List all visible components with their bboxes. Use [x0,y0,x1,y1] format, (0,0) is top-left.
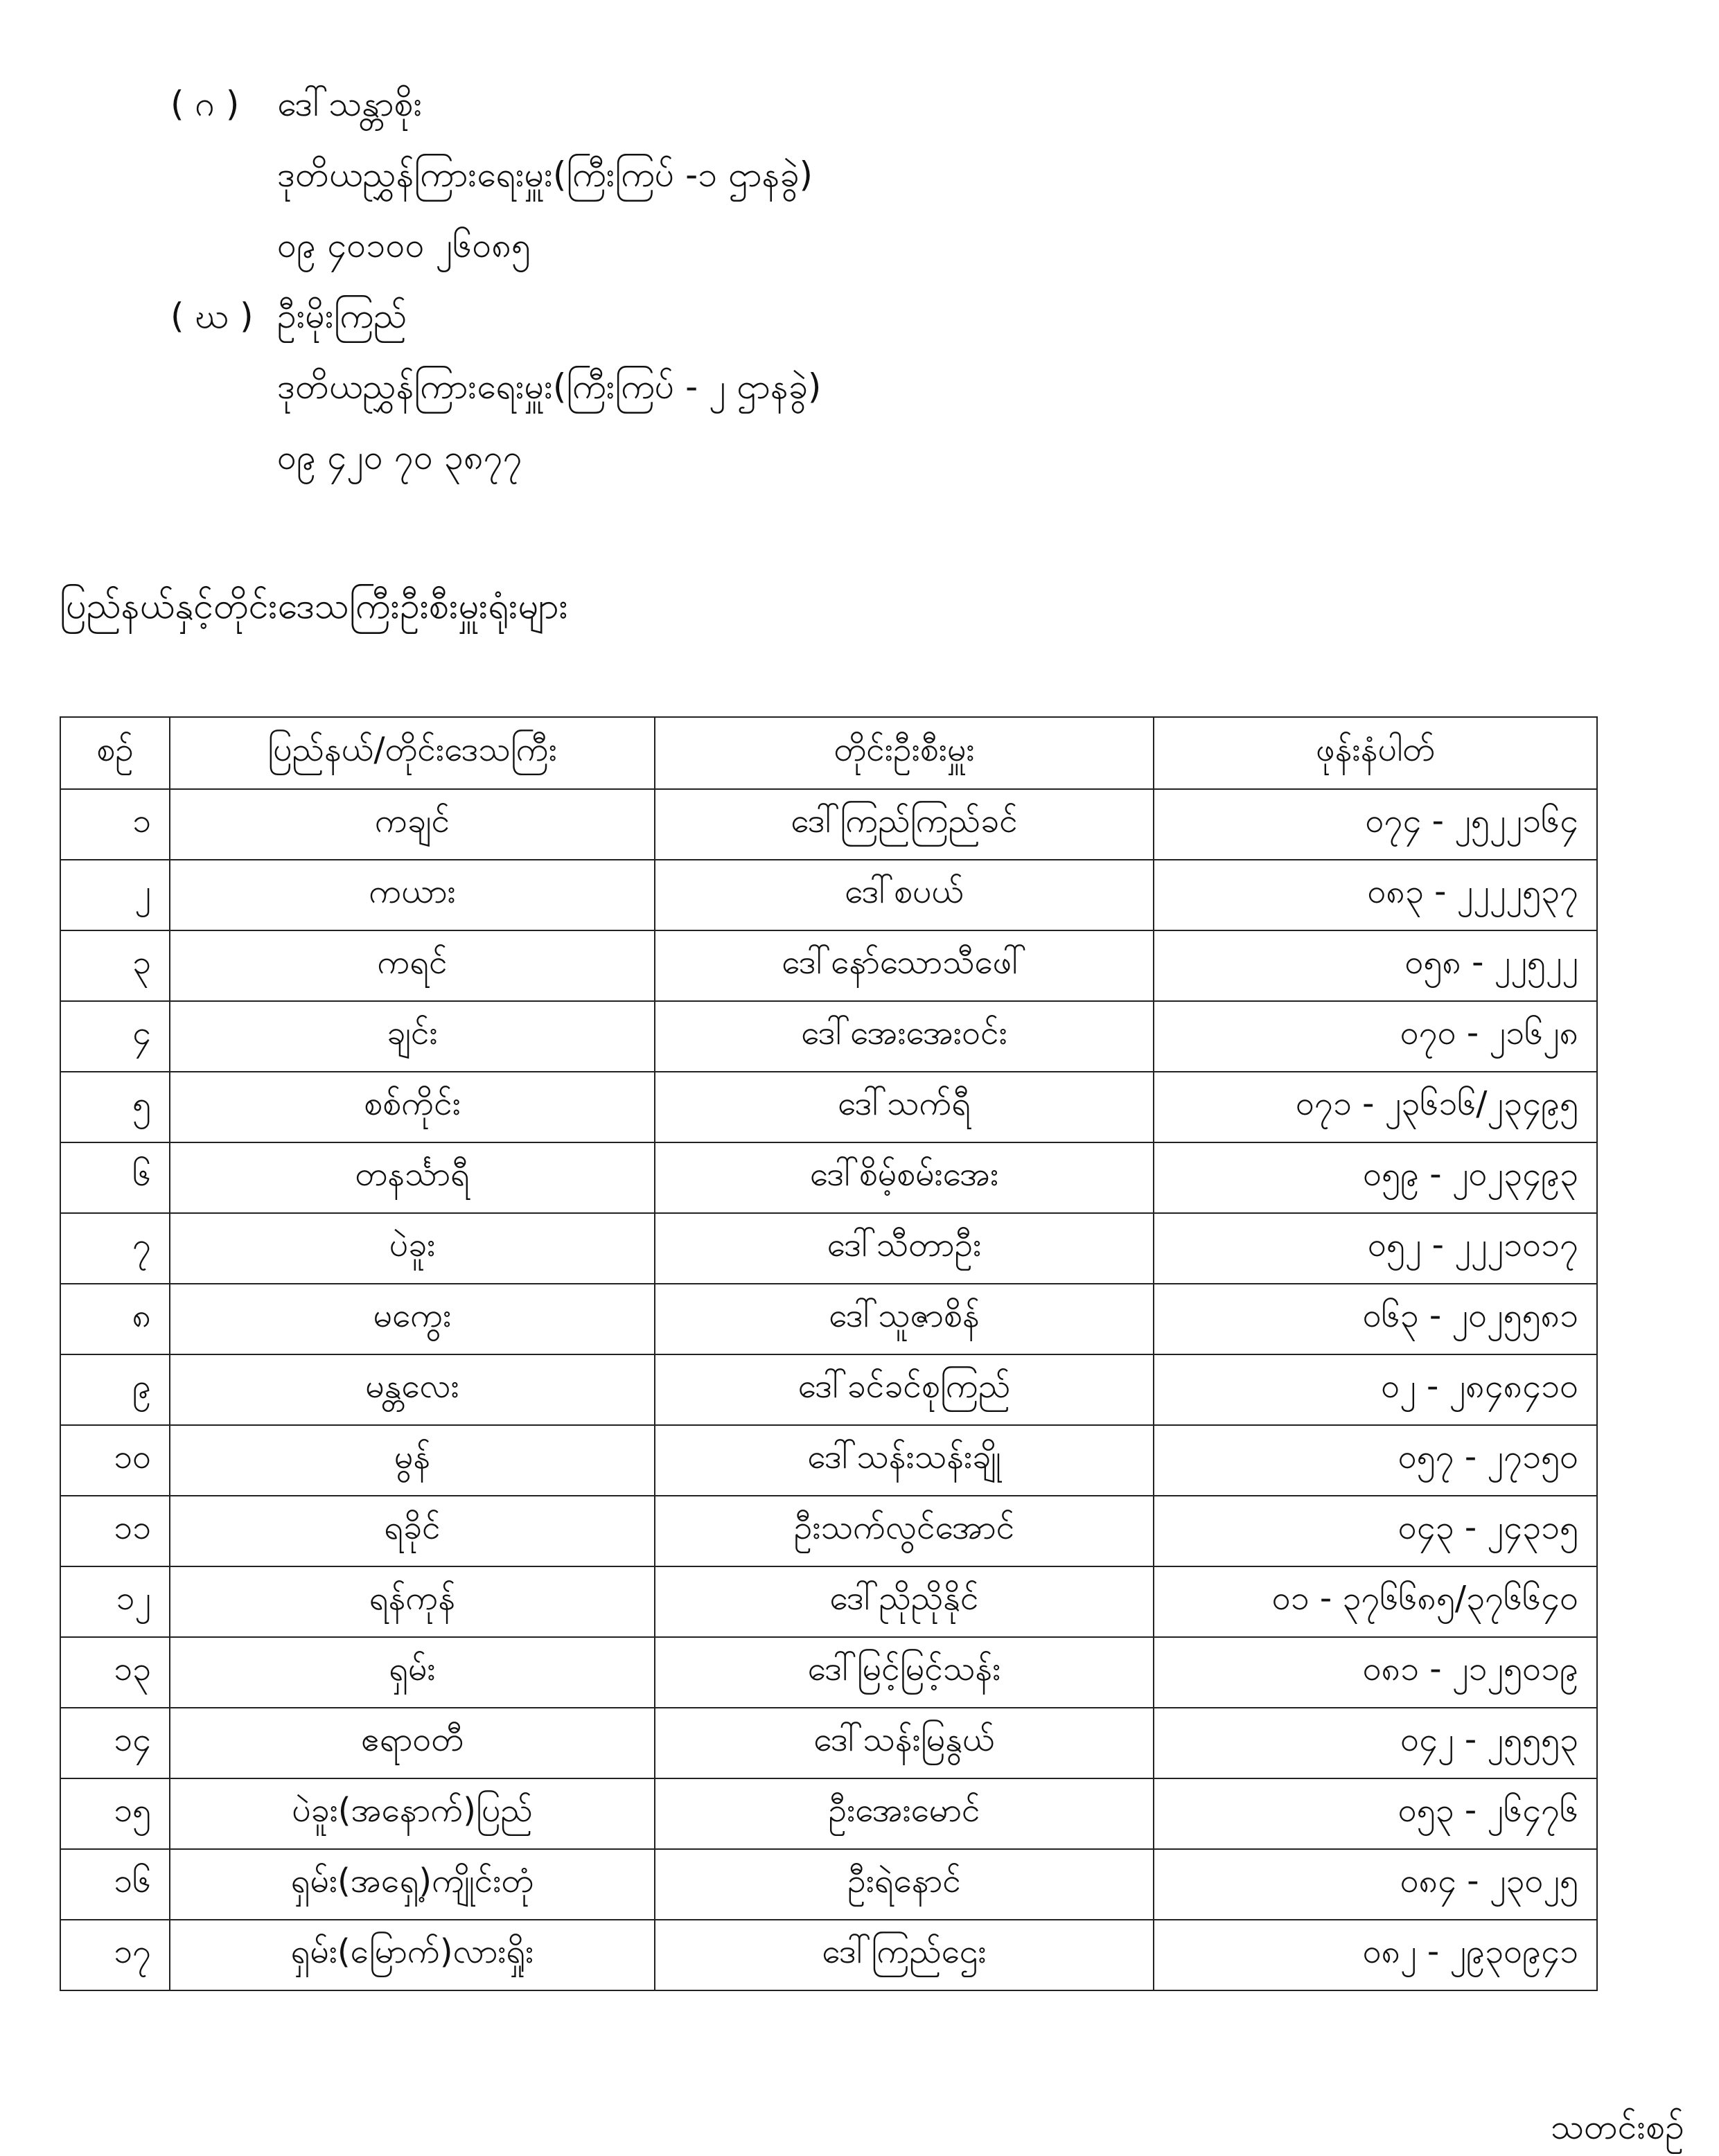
serial-cell: ၁၆ [60,1849,170,1920]
region-cell: မန္တလေး [170,1354,655,1425]
head-officer-cell: ဒေါ်နော်သောသီဖေါ် [655,930,1154,1001]
serial-cell: ၁၃ [60,1637,170,1708]
region-cell: ကချင် [170,789,655,860]
region-cell: ရန်ကုန် [170,1566,655,1637]
region-cell: ရှမ်း [170,1637,655,1708]
contact-marker: ( ဂ ) [170,84,240,124]
table-row [60,1001,1597,1072]
head-officer-cell: ဒေါ်ကြည်ဌေး [655,1920,1154,1990]
contact-phone: ၀၉ ၄၀၁၀၀ ၂၆၀၈၅ [277,225,531,265]
region-cell: ရခိုင် [170,1496,655,1566]
region-cell: ပဲခူး [170,1213,655,1284]
phone-cell: ၀၅၇ - ၂၇၁၅၀ [1154,1425,1597,1496]
table-row [60,1354,1597,1425]
head-officer-cell: ဒေါ်သက်ရီ [655,1072,1154,1142]
phone-cell: ၀၈၄ - ၂၃၀၂၅ [1154,1849,1597,1920]
phone-cell: ၀၇၀ - ၂၁၆၂၈ [1154,1001,1597,1072]
contact-name: ဒေါ်သန္တာစိုး [277,84,423,124]
region-cell: ရှမ်း(မြောက်)လားရှိုး [170,1920,655,1990]
head-officer-cell: ဦးသက်လွင်အောင် [655,1496,1154,1566]
phone-cell: ၀၅၈ - ၂၂၅၂၂ [1154,930,1597,1001]
head-officer-cell: ဒေါ်ကြည်ကြည်ခင် [655,789,1154,860]
column-header-region: ပြည်နယ်/တိုင်းဒေသကြီး [170,717,655,789]
table-row [60,930,1597,1001]
table-row [60,1072,1597,1142]
table-row [60,1637,1597,1708]
serial-cell: ၉ [60,1354,170,1425]
table-row [60,1142,1597,1213]
table-row [60,1213,1597,1284]
serial-cell: ၃ [60,930,170,1001]
phone-cell: ၀၈၁ - ၂၁၂၅၀၁၉ [1154,1637,1597,1708]
phone-cell: ၀၇၁ - ၂၃၆၁၆/၂၃၄၉၅ [1154,1072,1597,1142]
phone-cell: ၀၅၂ - ၂၂၂၁၀၁၇ [1154,1213,1597,1284]
head-officer-cell: ဒေါ်စိမ့်စမ်းအေး [655,1142,1154,1213]
table-row [60,860,1597,930]
phone-cell: ၀၈၃ - ၂၂၂၂၅၃၇ [1154,860,1597,930]
serial-cell: ၁၀ [60,1425,170,1496]
footer-note: သတင်းစဉ် [1550,2107,1684,2147]
region-cell: မွန် [170,1425,655,1496]
serial-cell: ၂ [60,860,170,930]
table-row [60,789,1597,860]
region-cell: တနင်္သာရီ [170,1142,655,1213]
region-cell: ဧရာဝတီ [170,1708,655,1778]
phone-cell: ၀၁ - ၃၇၆၆၈၅/၃၇၆၆၄၀ [1154,1566,1597,1637]
contact-name: ဦးမိုးကြည် [277,296,407,336]
table-row [60,1425,1597,1496]
phone-cell: ၀၂ - ၂၈၄၈၄၁၀ [1154,1354,1597,1425]
region-cell: ရှမ်း(အရှေ့)ကျိုင်းတုံ [170,1849,655,1920]
table-row [60,1778,1597,1849]
phone-cell: ၀၅၉ - ၂၀၂၃၄၉၃ [1154,1142,1597,1213]
section-heading: ပြည်နယ်နှင့်တိုင်းဒေသကြီးဦးစီးမှူးရုံးများ [60,585,568,627]
table-row [60,1849,1597,1920]
table-row [60,1708,1597,1778]
head-officer-cell: ဒေါ်ခင်ခင်စုကြည် [655,1354,1154,1425]
table-row [60,1920,1597,1990]
head-officer-cell: ဒေါ်အေးအေးဝင်း [655,1001,1154,1072]
phone-cell: ၀၄၂ - ၂၅၅၅၃ [1154,1708,1597,1778]
serial-cell: ၆ [60,1142,170,1213]
table-row [60,1284,1597,1354]
region-cell: စစ်ကိုင်း [170,1072,655,1142]
phone-cell: ၀၅၃ - ၂၆၄၇၆ [1154,1778,1597,1849]
column-header-serial: စဉ် [60,717,170,789]
table-row [60,1496,1597,1566]
serial-cell: ၈ [60,1284,170,1354]
phone-cell: ၀၆၃ - ၂၀၂၅၅၈၁ [1154,1284,1597,1354]
table-row [60,1566,1597,1637]
serial-cell: ၄ [60,1001,170,1072]
head-officer-cell: ဒေါ်ညိုညိုနိုင် [655,1566,1154,1637]
region-cell: ပဲခူး(အနောက်)ပြည် [170,1778,655,1849]
serial-cell: ၁၅ [60,1778,170,1849]
head-officer-cell: ဦးရဲနောင် [655,1849,1154,1920]
contact-position: ဒုတိယညွှန်ကြားရေးမှူး(ကြီးကြပ် - ၂ ဌာနခွဲ) [277,366,822,407]
serial-cell: ၁၄ [60,1708,170,1778]
region-cell: ချင်း [170,1001,655,1072]
region-cell: ကရင် [170,930,655,1001]
head-officer-cell: ဒေါ်သူဇာစိန် [655,1284,1154,1354]
head-officer-cell: ဒေါ်သီတာဦး [655,1213,1154,1284]
column-header-phone: ဖုန်းနံပါတ် [1154,717,1597,789]
head-officer-cell: ဒေါ်သန်းမြနွယ် [655,1708,1154,1778]
region-cell: မကွေး [170,1284,655,1354]
contact-marker: ( ဃ ) [170,296,254,336]
serial-cell: ၇ [60,1213,170,1284]
serial-cell: ၅ [60,1072,170,1142]
region-cell: ကယား [170,860,655,930]
contact-position: ဒုတိယညွှန်ကြားရေးမှူး(ကြီးကြပ် -၁ ဌာနခွဲ) [277,154,813,195]
table-header-row [60,717,1597,789]
serial-cell: ၁ [60,789,170,860]
regional-offices-table [60,716,1598,1991]
column-header-head-officer: တိုင်းဦးစီးမှူး [655,717,1154,789]
head-officer-cell: ဒေါ်စပယ် [655,860,1154,930]
phone-cell: ၀၈၂ - ၂၉၃၀၉၄၁ [1154,1920,1597,1990]
head-officer-cell: ဒေါ်သန်းသန်းချို [655,1425,1154,1496]
contact-phone: ၀၉ ၄၂၀ ၇၀ ၃၈၇၇ [277,437,522,477]
serial-cell: ၁၁ [60,1496,170,1566]
head-officer-cell: ဒေါ်မြင့်မြင့်သန်း [655,1637,1154,1708]
phone-cell: ၀၇၄ - ၂၅၂၂၁၆၄ [1154,789,1597,860]
head-officer-cell: ဦးအေးမောင် [655,1778,1154,1849]
phone-cell: ၀၄၃ - ၂၄၃၁၅ [1154,1496,1597,1566]
serial-cell: ၁၂ [60,1566,170,1637]
serial-cell: ၁၇ [60,1920,170,1990]
